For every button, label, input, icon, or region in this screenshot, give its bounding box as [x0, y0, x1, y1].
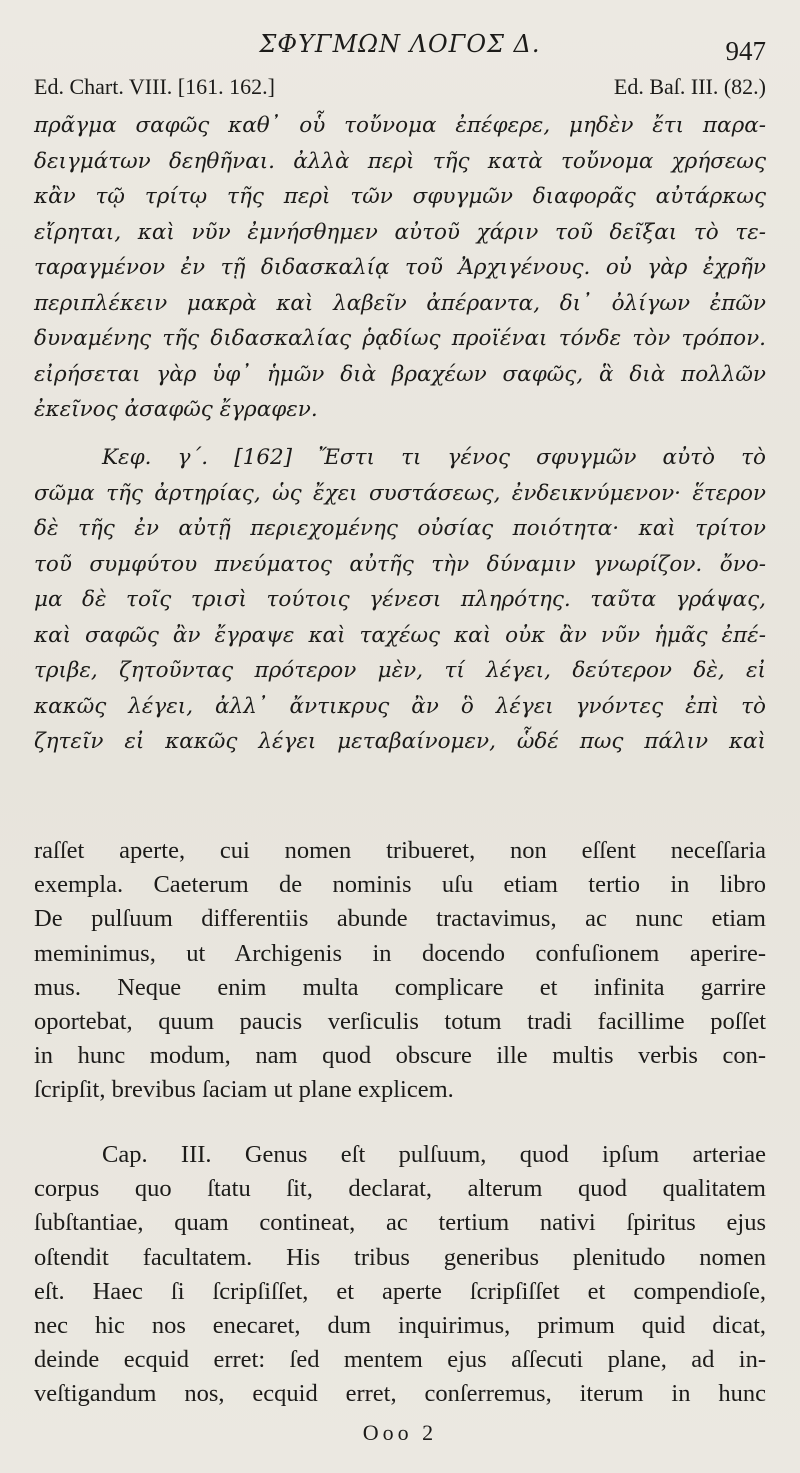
text-line: nec hic nos enecaret, dum inquirimus, primum quid dicat, [34, 1311, 766, 1339]
text-line: δειγμάτων δεηθῆναι. ἀλλὰ περὶ τῆς κατὰ τοὔνομα χρήσεως [34, 148, 766, 174]
text-line: καὶ σαφῶς ἂν ἔγραψε καὶ ταχέως καὶ οὐκ ἂν νῦν ἡμᾶς ἐπέ- [34, 622, 766, 648]
latin-paragraph-1 [34, 834, 766, 1108]
edition-ref-right: Ed. Baſ. III. (82.) [613, 74, 766, 99]
text-line: σῶμα τῆς ἀρτηρίας, ὡς ἔχει συστάσεως, ἐνδεικνύμενον· ἕτερον [34, 480, 766, 506]
text-line: τοῦ συμφύτου πνεύματος αὐτῆς τὴν δύναμιν γνωρίζον. ὄνο- [34, 551, 766, 577]
text-line: περιπλέκειν μακρὰ καὶ λαβεῖν ἀπέραντα, δι᾽ ὀλίγων ἐπῶν [34, 290, 766, 316]
edition-ref-left: Ed. Chart. VIII. [161. 162.] [34, 74, 275, 99]
text-line: εἴρηται, καὶ νῦν ἐμνήσθημεν αὐτοῦ χάριν τοῦ δεῖξαι τὸ τε- [34, 219, 766, 245]
signature-mark: Ooo 2 [362, 1420, 438, 1445]
text-line: κἂν τῷ τρίτῳ τῆς περὶ τῶν σφυγμῶν διαφορᾶς αὐτάρκως [34, 184, 766, 209]
text-line: Κεφ. γ΄. [162] Ἔστι τι γένος σφυγμῶν αὐτὸ τὸ [102, 445, 766, 470]
text-line: oportebat, quum paucis verſiculis totum tradi facillime poſſet [34, 1007, 766, 1035]
text-line: Cap. III. Genus eſt pulſuum, quod ipſum arteriae [102, 1141, 766, 1168]
text-line: τριβε, ζητοῦντας πρότερον μὲν, τί λέγει, δεύτερον δὲ, εἰ [34, 658, 766, 683]
running-title: ΣΦΥΓΜΩΝ ΛΟΓΟΣ Δ. [259, 30, 541, 58]
greek-paragraph-1 [34, 108, 766, 428]
text-line: eſt. Haec ſi ſcripſiſſet, et aperte ſcripſiſſet et compendioſe, [34, 1277, 766, 1305]
text-line: raſſet aperte, cui nomen tribueret, non eſſent neceſſaria [34, 837, 766, 864]
text-line: mus. Neque enim multa complicare et infinita garrire [34, 973, 766, 1001]
text-line: exempla. Caeterum de nominis uſu etiam tertio in libro [34, 871, 766, 899]
text-line: δὲ τῆς ἐν αὐτῇ περιεχομένης οὐσίας ποιότητα· καὶ τρίτον [34, 516, 766, 541]
text-line: δυναμένης τῆς διδασκαλίας ῥᾳδίως προϊέναι τόνδε τὸν τρόπον. [34, 326, 766, 351]
text-line: ζητεῖν εἰ κακῶς λέγει μεταβαίνομεν, ὧδέ πως πάλιν καὶ [34, 729, 766, 754]
text-line: πρᾶγμα σαφῶς καθ᾽ οὗ τοὔνομα ἐπέφερε, μηδὲν ἔτι παρα- [34, 113, 766, 138]
text-line: εἰρήσεται γὰρ ὑφ᾽ ἡμῶν διὰ βραχέων σαφῶς, ἃ διὰ πολλῶν [34, 361, 766, 387]
text-line: veſtigandum nos, ecquid erret, conſerremus, iterum in hunc [34, 1380, 766, 1408]
page-number: 947 [725, 36, 766, 66]
text-line: μα δὲ τοῖς τρισὶ τούτοις γένεσι πληρότης. ταῦτα γράψας, [34, 587, 766, 612]
text-line: De pulſuum differentiis abunde tractavimus, ac nunc etiam [34, 905, 766, 933]
text-line: ταραγμένον ἐν τῇ διδασκαλίᾳ τοῦ Ἀρχιγένους. οὐ γὰρ ἐχρῆν [34, 255, 766, 280]
text-line: ſubſtantiae, quam contineat, ac tertium nativi ſpiritus ejus [34, 1209, 766, 1237]
text-line: deinde ecquid erret: ſed mentem ejus aſſecuti plane, ad in- [34, 1346, 766, 1374]
text-line: ἐκεῖνος ἀσαφῶς ἔγραφεν. [34, 397, 318, 422]
latin-paragraph-2 [34, 1138, 766, 1412]
text-line: oſtendit facultatem. His tribus generibus plenitudo nomen [34, 1243, 766, 1271]
text-line: meminimus, ut Archigenis in docendo confuſionem aperire- [34, 939, 766, 967]
text-line: corpus quo ſtatu ſit, declarat, alterum quod qualitatem [34, 1175, 766, 1203]
text-line: in hunc modum, nam quod obscure ille multis verbis con- [34, 1042, 766, 1070]
edition-references [34, 74, 766, 100]
text-line: ſcripſit, brevibus ſaciam ut plane explicem. [34, 1076, 454, 1104]
greek-paragraph-2 [34, 440, 766, 760]
text-line: κακῶς λέγει, ἀλλ᾽ ἄντικρυς ἂν ὃ λέγει γνόντες ἐπὶ τὸ [34, 693, 766, 719]
